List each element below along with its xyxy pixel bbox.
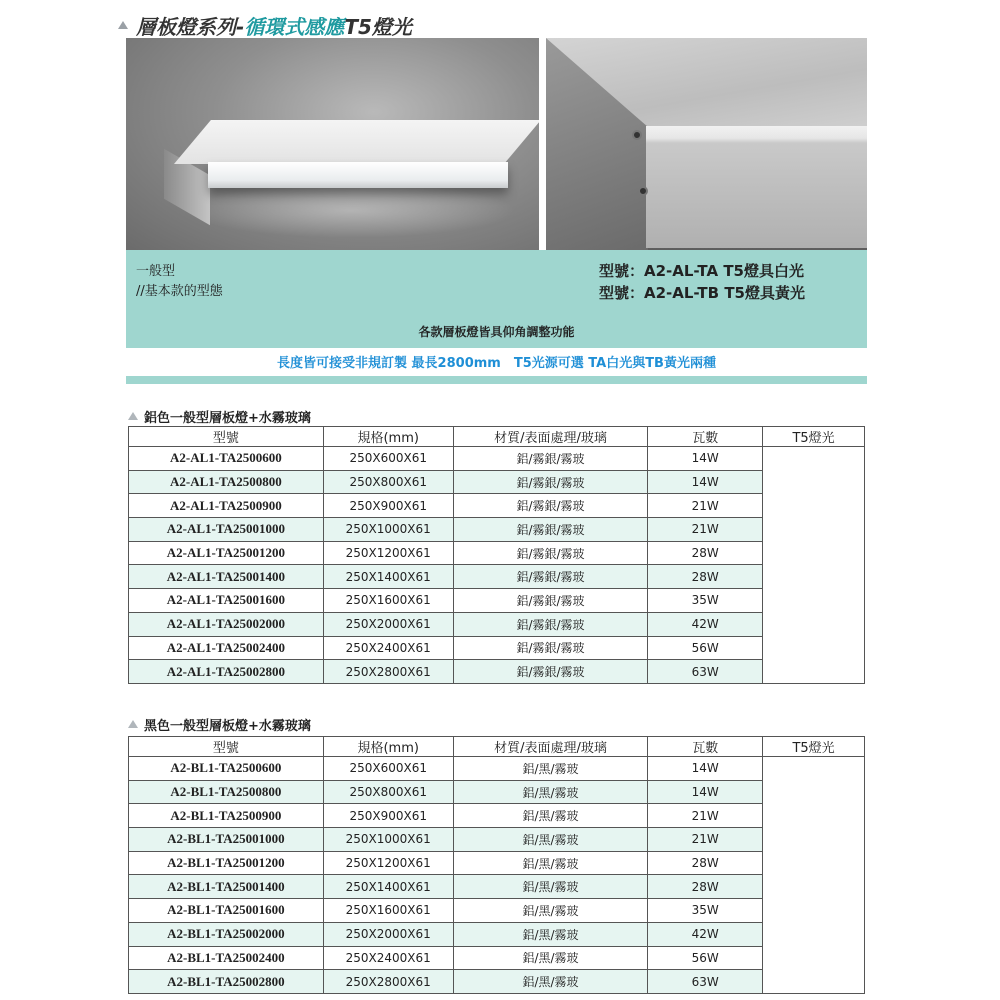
material-cell: 鋁/黑/霧玻 [453, 804, 648, 828]
type-description [136, 262, 223, 302]
header-wattage: 瓦數 [648, 427, 763, 447]
material-cell: 鋁/霧銀/霧玻 [453, 518, 648, 542]
model-list [599, 260, 805, 304]
size-cell: 250X600X61 [323, 447, 453, 471]
wattage-cell: 63W [648, 660, 763, 684]
table-row [129, 447, 865, 471]
material-cell: 鋁/霧銀/霧玻 [453, 612, 648, 636]
model-cell: A2-AL1-TA25002400 [129, 636, 324, 660]
wattage-cell: 28W [648, 565, 763, 589]
model-cell: A2-AL1-TA25001400 [129, 565, 324, 589]
header-t5-light: T5燈光 [763, 427, 865, 447]
size-cell: 250X1200X61 [323, 851, 453, 875]
material-cell: 鋁/黑/霧玻 [453, 875, 648, 899]
type-name: 一般型 [136, 264, 176, 279]
triangle-icon [118, 21, 128, 29]
size-cell: 250X600X61 [323, 757, 453, 781]
t5-light-cell [763, 447, 865, 684]
wattage-cell: 14W [648, 780, 763, 804]
size-cell: 250X2000X61 [323, 612, 453, 636]
header-wattage: 瓦數 [648, 737, 763, 757]
material-cell: 鋁/霧銀/霧玻 [453, 589, 648, 613]
header-material: 材質/表面處理/玻璃 [453, 427, 648, 447]
material-cell: 鋁/黑/霧玻 [453, 757, 648, 781]
size-cell: 250X2800X61 [323, 660, 453, 684]
page-title [136, 11, 412, 40]
table-row [129, 565, 865, 589]
table-row [129, 589, 865, 613]
table-row [129, 757, 865, 781]
table-row [129, 875, 865, 899]
shelf-lit-front [208, 162, 508, 188]
model-cell: A2-BL1-TA25001200 [129, 851, 324, 875]
model-white-light: 型號：A2-AL-TA T5燈具白光 [598, 262, 804, 280]
model-cell: A2-BL1-TA2500900 [129, 804, 324, 828]
section-title-text: 鋁色一般型層板燈+水霧玻璃 [144, 410, 311, 426]
spec-table-black [128, 736, 865, 994]
wattage-cell: 28W [648, 875, 763, 899]
header-material: 材質/表面處理/玻璃 [453, 737, 648, 757]
table-row [129, 780, 865, 804]
model-cell: A2-AL1-TA2500800 [129, 470, 324, 494]
light-glow [186, 183, 516, 238]
header-model: 型號 [129, 737, 324, 757]
product-photo-closeup [546, 38, 867, 250]
section-title-text: 黑色一般型層板燈+水霧玻璃 [144, 718, 311, 734]
material-cell: 鋁/黑/霧玻 [453, 946, 648, 970]
closeup-front-profile [646, 126, 867, 248]
table-row [129, 470, 865, 494]
wattage-cell: 21W [648, 804, 763, 828]
model-cell: A2-AL1-TA25001000 [129, 518, 324, 542]
triangle-icon [128, 412, 138, 420]
material-cell: 鋁/黑/霧玻 [453, 899, 648, 923]
info-band [126, 250, 867, 348]
size-cell: 250X1000X61 [323, 518, 453, 542]
angle-note: 各款層板燈皆具仰角調整功能 [418, 325, 575, 339]
model-cell: A2-BL1-TA25001000 [129, 828, 324, 852]
material-cell: 鋁/霧銀/霧玻 [453, 447, 648, 471]
model-cell: A2-AL1-TA25002000 [129, 612, 324, 636]
title-prefix: 層板燈系列- [136, 14, 245, 39]
table-row [129, 518, 865, 542]
wattage-cell: 56W [648, 636, 763, 660]
material-cell: 鋁/霧銀/霧玻 [453, 565, 648, 589]
size-cell: 250X2000X61 [323, 922, 453, 946]
screw-icon [632, 130, 642, 140]
table-row [129, 494, 865, 518]
section-title-black [128, 714, 311, 734]
size-cell: 250X800X61 [323, 780, 453, 804]
material-cell: 鋁/霧銀/霧玻 [453, 636, 648, 660]
custom-length-note: 長度皆可接受非規訂製 最長2800mm T5光源可選 TA白光與TB黃光兩種 [277, 356, 716, 371]
wattage-cell: 28W [648, 851, 763, 875]
product-photo-shelf [126, 38, 539, 250]
model-cell: A2-BL1-TA25002000 [129, 922, 324, 946]
model-cell: A2-BL1-TA25002800 [129, 970, 324, 994]
wattage-cell: 14W [648, 447, 763, 471]
section-title-aluminum [128, 406, 311, 426]
table-row [129, 922, 865, 946]
model-cell: A2-BL1-TA25001400 [129, 875, 324, 899]
page-header [118, 10, 412, 40]
table-row [129, 946, 865, 970]
material-cell: 鋁/霧銀/霧玻 [453, 494, 648, 518]
wattage-cell: 21W [648, 828, 763, 852]
table-row [129, 851, 865, 875]
size-cell: 250X1000X61 [323, 828, 453, 852]
wattage-cell: 42W [648, 612, 763, 636]
material-cell: 鋁/霧銀/霧玻 [453, 660, 648, 684]
type-subtitle: //基本款的型態 [136, 284, 223, 299]
wattage-cell: 14W [648, 470, 763, 494]
model-cell: A2-AL1-TA25001600 [129, 589, 324, 613]
size-cell: 250X2800X61 [323, 970, 453, 994]
size-cell: 250X1400X61 [323, 565, 453, 589]
header-size: 規格(mm) [323, 737, 453, 757]
table-row [129, 660, 865, 684]
model-cell: A2-AL1-TA2500600 [129, 447, 324, 471]
material-cell: 鋁/霧銀/霧玻 [453, 541, 648, 565]
model-cell: A2-BL1-TA25001600 [129, 899, 324, 923]
wattage-cell: 14W [648, 757, 763, 781]
shelf-top-surface [174, 120, 539, 164]
wattage-cell: 35W [648, 589, 763, 613]
model-cell: A2-AL1-TA25001200 [129, 541, 324, 565]
size-cell: 250X900X61 [323, 494, 453, 518]
wattage-cell: 28W [648, 541, 763, 565]
wattage-cell: 56W [648, 946, 763, 970]
t5-light-cell [763, 757, 865, 994]
size-cell: 250X2400X61 [323, 636, 453, 660]
size-cell: 250X2400X61 [323, 946, 453, 970]
header-model: 型號 [129, 427, 324, 447]
table-row [129, 828, 865, 852]
triangle-icon [128, 720, 138, 728]
material-cell: 鋁/黑/霧玻 [453, 780, 648, 804]
size-cell: 250X800X61 [323, 470, 453, 494]
material-cell: 鋁/黑/霧玻 [453, 922, 648, 946]
title-suffix: T5燈光 [344, 14, 412, 39]
table-row [129, 899, 865, 923]
table-row [129, 541, 865, 565]
model-yellow-light: 型號：A2-AL-TB T5燈具黃光 [598, 284, 805, 302]
table-row [129, 970, 865, 994]
screw-icon [638, 186, 648, 196]
table-row [129, 636, 865, 660]
table-row [129, 612, 865, 636]
wattage-cell: 21W [648, 494, 763, 518]
title-highlight: 循環式感應 [244, 14, 345, 39]
size-cell: 250X1600X61 [323, 589, 453, 613]
model-cell: A2-BL1-TA2500600 [129, 757, 324, 781]
size-cell: 250X1400X61 [323, 875, 453, 899]
band-bottom-strip [126, 376, 867, 384]
size-cell: 250X900X61 [323, 804, 453, 828]
size-cell: 250X1200X61 [323, 541, 453, 565]
material-cell: 鋁/黑/霧玻 [453, 970, 648, 994]
material-cell: 鋁/黑/霧玻 [453, 851, 648, 875]
wattage-cell: 63W [648, 970, 763, 994]
material-cell: 鋁/霧銀/霧玻 [453, 470, 648, 494]
header-size: 規格(mm) [323, 427, 453, 447]
material-cell: 鋁/黑/霧玻 [453, 828, 648, 852]
table-header-row [129, 737, 865, 757]
model-cell: A2-AL1-TA25002800 [129, 660, 324, 684]
wattage-cell: 21W [648, 518, 763, 542]
spec-table-aluminum [128, 426, 865, 684]
model-cell: A2-BL1-TA2500800 [129, 780, 324, 804]
table-row [129, 804, 865, 828]
wattage-cell: 35W [648, 899, 763, 923]
size-cell: 250X1600X61 [323, 899, 453, 923]
custom-length-band [126, 348, 867, 376]
header-t5-light: T5燈光 [763, 737, 865, 757]
model-cell: A2-BL1-TA25002400 [129, 946, 324, 970]
wattage-cell: 42W [648, 922, 763, 946]
table-header-row [129, 427, 865, 447]
model-cell: A2-AL1-TA2500900 [129, 494, 324, 518]
